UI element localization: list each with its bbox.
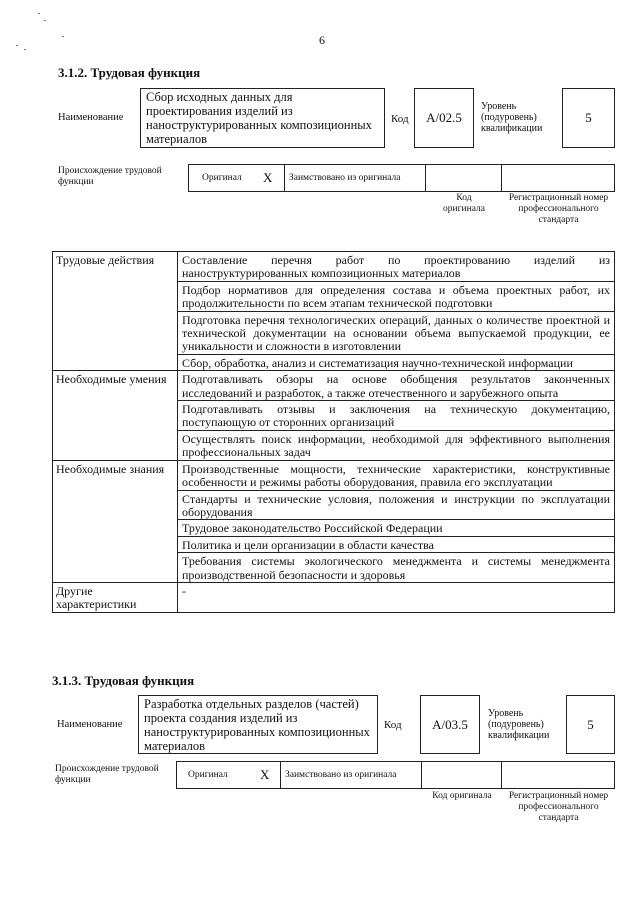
section-heading: 3.1.2. Трудовая функция: [58, 65, 201, 80]
original-mark: X: [263, 170, 273, 185]
table-cell: Осуществлять поиск информации, необходимой для эффективного выполнения профессиональных задач: [178, 430, 615, 460]
code-original-cell: [426, 164, 502, 192]
reg-number-cell: [502, 164, 615, 192]
table-cell: Производственные мощности, технические характеристики, конструктивные особенности и режимы работы оборудования, правила его эксплуатации: [178, 460, 615, 490]
row-group-header: Другие характеристики: [53, 582, 178, 612]
table-row: [53, 252, 615, 282]
table-cell: Политика и цели организации в области качества: [178, 536, 615, 552]
row-group-header: Трудовые действия: [53, 252, 178, 371]
original-label: Оригинал: [188, 770, 228, 780]
borrowed-cell: [284, 164, 426, 192]
qualification-level-label: Уровень (подуровень) квалификации: [488, 708, 550, 741]
table-cell: -: [178, 582, 615, 612]
table-cell: Подготавливать обзоры на основе обобщения результатов законченных исследований и разработок, а также отечественного и зарубежного опыта: [178, 371, 615, 401]
table-cell: Трудовое законодательство Российской Федерации: [178, 520, 615, 536]
qualification-level-label: Уровень (подуровень) квалификации: [481, 101, 543, 134]
code-value-box: А/03.5: [420, 695, 480, 754]
borrowed-label: Заимствовано из оригинала: [289, 173, 401, 183]
reg-number-caption: Регистрационный номер профессионального стандарта: [508, 791, 609, 823]
code-label: Код: [391, 113, 409, 125]
borrowed-label: Заимствовано из оригинала: [285, 770, 397, 780]
original-cell: [176, 761, 280, 789]
qualification-level-box: 5: [562, 88, 615, 148]
code-original-caption: Код оригинала: [432, 791, 492, 801]
table-row: [53, 582, 615, 612]
table-cell: Требования системы экологического менеджмента и системы менеджмента производственной безопасности и здоровья: [178, 553, 615, 583]
row-group-header: Необходимые знания: [53, 460, 178, 582]
page-number: 6: [319, 33, 325, 47]
section-heading: 3.1.3. Трудовая функция: [52, 673, 195, 688]
code-original-cell: [422, 761, 502, 789]
table-cell: Стандарты и технические условия, положения и инструкции по эксплуатации оборудования: [178, 490, 615, 520]
table-cell: Подготовка перечня технологических операций, данных о количестве проектной и технической документации на основании объема выпускаемой продукции, ее уникальности и сложности в изготовлении: [178, 311, 615, 354]
name-label: Наименование: [57, 719, 123, 730]
qualification-level-box: 5: [566, 695, 615, 754]
row-group-header: Необходимые умения: [53, 371, 178, 460]
function-name-box: Сбор исходных данных для проектирования изделий из наноструктурированных композиционных материалов: [140, 88, 385, 148]
table-cell: Составление перечня работ по проектированию изделий из наноструктурированных композиционных материалов: [178, 252, 615, 282]
original-label: Оригинал: [202, 173, 242, 183]
function-name-box: Разработка отдельных разделов (частей) проекта создания изделий из наноструктурированных композиционных материалов: [138, 695, 378, 754]
code-value-box: А/02.5: [414, 88, 474, 148]
original-mark: X: [260, 767, 270, 782]
code-original-caption: Код оригинала: [443, 193, 485, 214]
reg-number-cell: [502, 761, 615, 789]
origin-label: Происхождение трудовой функции: [55, 764, 159, 785]
functions-table: [52, 251, 615, 613]
original-cell: [188, 164, 284, 192]
name-label: Наименование: [58, 112, 124, 123]
table-cell: Подготавливать отзывы и заключения на техническую документацию, поступающую от сторонних организаций: [178, 401, 615, 431]
code-label: Код: [384, 719, 402, 731]
reg-number-caption: Регистрационный номер профессионального стандарта: [508, 193, 609, 225]
table-cell: Подбор нормативов для определения состава и объема проектных работ, их продолжительности по всем этапам технической подготовки: [178, 281, 615, 311]
table-cell: Сбор, обработка, анализ и систематизация научно-технической информации: [178, 354, 615, 370]
borrowed-cell: [280, 761, 422, 789]
table-row: [53, 460, 615, 490]
table-row: [53, 371, 615, 401]
origin-label: Происхождение трудовой функции: [58, 166, 162, 187]
